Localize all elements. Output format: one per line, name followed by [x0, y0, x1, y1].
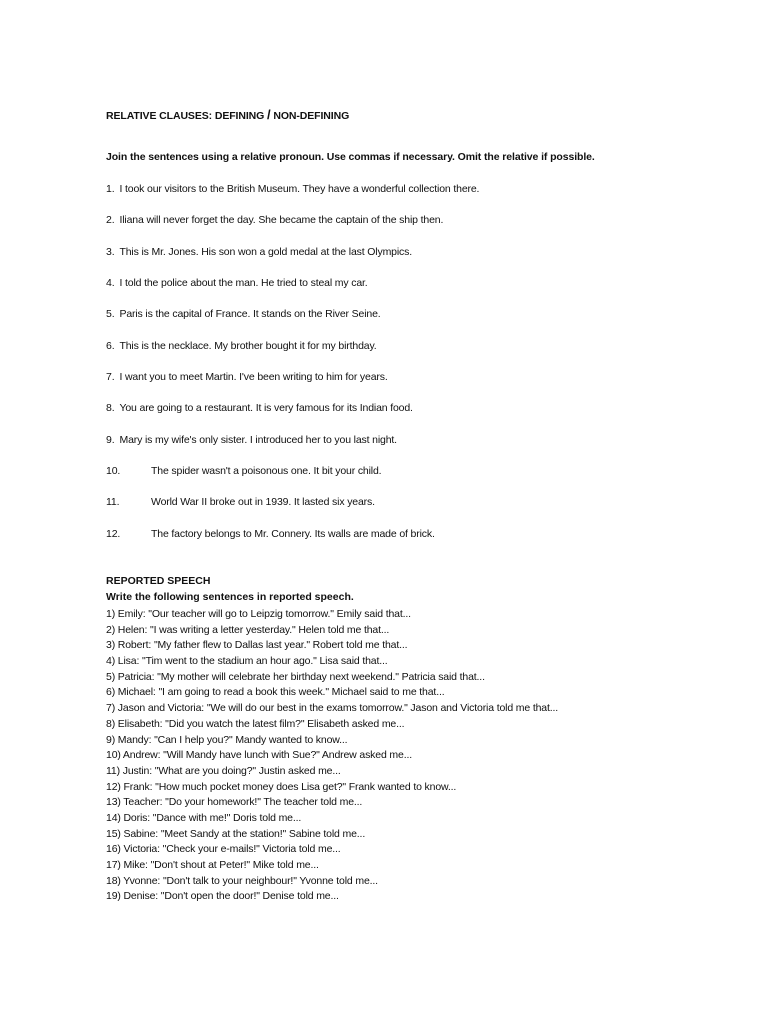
section-title-reported-speech: REPORTED SPEECH [106, 575, 211, 587]
reported-speech-item: 10) Andrew: "Will Mandy have lunch with Sue?" Andrew asked me... [106, 749, 413, 762]
reported-speech-item: 17) Mike: "Don't shout at Peter!" Mike told me... [106, 859, 319, 871]
exercise-text: You are going to a restaurant. It is very famous for its Indian food. [119, 402, 413, 414]
reported-speech-item: 2) Helen: "I was writing a letter yesterday." Helen told me that... [106, 623, 390, 636]
reported-speech-item: 11) Justin: "What are you doing?" Justin asked me... [106, 764, 341, 777]
exercise-text: The spider wasn't a poisonous one. It bit your child. [151, 465, 382, 477]
reported-speech-instruction: Write the following sentences in reported speech. [106, 591, 354, 603]
exercise-text: Iliana will never forget the day. She became the captain of the ship then. [119, 214, 444, 226]
reported-speech-item: 14) Doris: "Dance with me!" Doris told me... [106, 811, 302, 824]
exercise-number: 11. [106, 496, 120, 508]
exercise-number: 7. [106, 371, 115, 383]
reported-speech-item: 8) Elisabeth: "Did you watch the latest film?" Elisabeth asked me... [106, 717, 405, 730]
exercise-item [106, 434, 397, 446]
exercise-number: 12. [106, 528, 121, 540]
title-part-non-defining: NON-DEFINING [270, 110, 350, 122]
exercise-item [106, 308, 381, 320]
reported-speech-exercise-list [106, 607, 558, 905]
exercise-number: 10. [106, 465, 121, 477]
reported-speech-item: 19) Denise: "Don't open the door!" Denise told me... [106, 890, 339, 903]
exercise-item [106, 528, 435, 540]
exercise-item [106, 371, 388, 383]
exercise-text: This is the necklace. My brother bought it for my birthday. [119, 340, 377, 352]
exercise-text: Mary is my wife's only sister. I introduced her to you last night. [119, 434, 397, 446]
exercise-number: 9. [106, 434, 115, 446]
relative-clauses-instruction: Join the sentences using a relative pronoun. Use commas if necessary. Omit the relative if possible. [106, 151, 595, 163]
reported-speech-item: 18) Yvonne: "Don't talk to your neighbour!" Yvonne told me... [106, 874, 378, 887]
section-title-relative-clauses [106, 107, 349, 122]
reported-speech-item: 9) Mandy: "Can I help you?" Mandy wanted to know... [106, 733, 348, 746]
exercise-text: I told the police about the man. He tried to steal my car. [119, 277, 368, 289]
exercise-text: I want you to meet Martin. I've been writing to him for years. [119, 371, 388, 383]
exercise-item [106, 340, 377, 352]
exercise-number: 3. [106, 246, 115, 258]
exercise-item [106, 183, 479, 195]
exercise-number: 4. [106, 277, 115, 289]
reported-speech-item: 4) Lisa: "Tim went to the stadium an hour ago." Lisa said that... [106, 655, 388, 668]
exercise-item [106, 277, 368, 289]
reported-speech-item: 3) Robert: "My father flew to Dallas last year." Robert told me that... [106, 639, 408, 652]
exercise-item [106, 465, 381, 477]
exercise-number: 2. [106, 214, 115, 226]
title-part-defining: RELATIVE CLAUSES: DEFINING [106, 110, 268, 122]
reported-speech-item: 5) Patricia: "My mother will celebrate her birthday next weekend." Patricia said that... [106, 670, 485, 683]
exercise-text: This is Mr. Jones. His son won a gold medal at the last Olympics. [119, 246, 413, 258]
reported-speech-item: 1) Emily: "Our teacher will go to Leipzig tomorrow." Emily said that... [106, 608, 411, 620]
exercise-number: 6. [106, 340, 115, 352]
exercise-number: 1. [106, 183, 115, 195]
exercise-text: I took our visitors to the British Museum. They have a wonderful collection there. [119, 183, 480, 195]
reported-speech-item: 13) Teacher: "Do your homework!" The teacher told me... [106, 796, 363, 809]
exercise-text: Paris is the capital of France. It stands on the River Seine. [119, 308, 381, 320]
exercise-item [106, 246, 412, 258]
title-separator: / [267, 107, 271, 122]
exercise-number: 8. [106, 402, 115, 414]
exercise-item [106, 214, 443, 226]
exercise-text: World War II broke out in 1939. It lasted six years. [151, 496, 375, 508]
reported-speech-item: 7) Jason and Victoria: "We will do our best in the exams tomorrow." Jason and Victoria told me that... [106, 702, 559, 715]
reported-speech-item: 15) Sabine: "Meet Sandy at the station!" Sabine told me... [106, 827, 366, 840]
exercise-number: 5. [106, 308, 115, 320]
reported-speech-item: 6) Michael: "I am going to read a book this week." Michael said to me that... [106, 686, 445, 699]
exercise-item [106, 496, 375, 508]
reported-speech-item: 16) Victoria: "Check your e-mails!" Victoria told me... [106, 843, 341, 856]
exercise-item [106, 402, 413, 414]
reported-speech-item: 12) Frank: "How much pocket money does Lisa get?" Frank wanted to know... [106, 780, 457, 793]
exercise-text: The factory belongs to Mr. Connery. Its walls are made of brick. [151, 528, 435, 540]
